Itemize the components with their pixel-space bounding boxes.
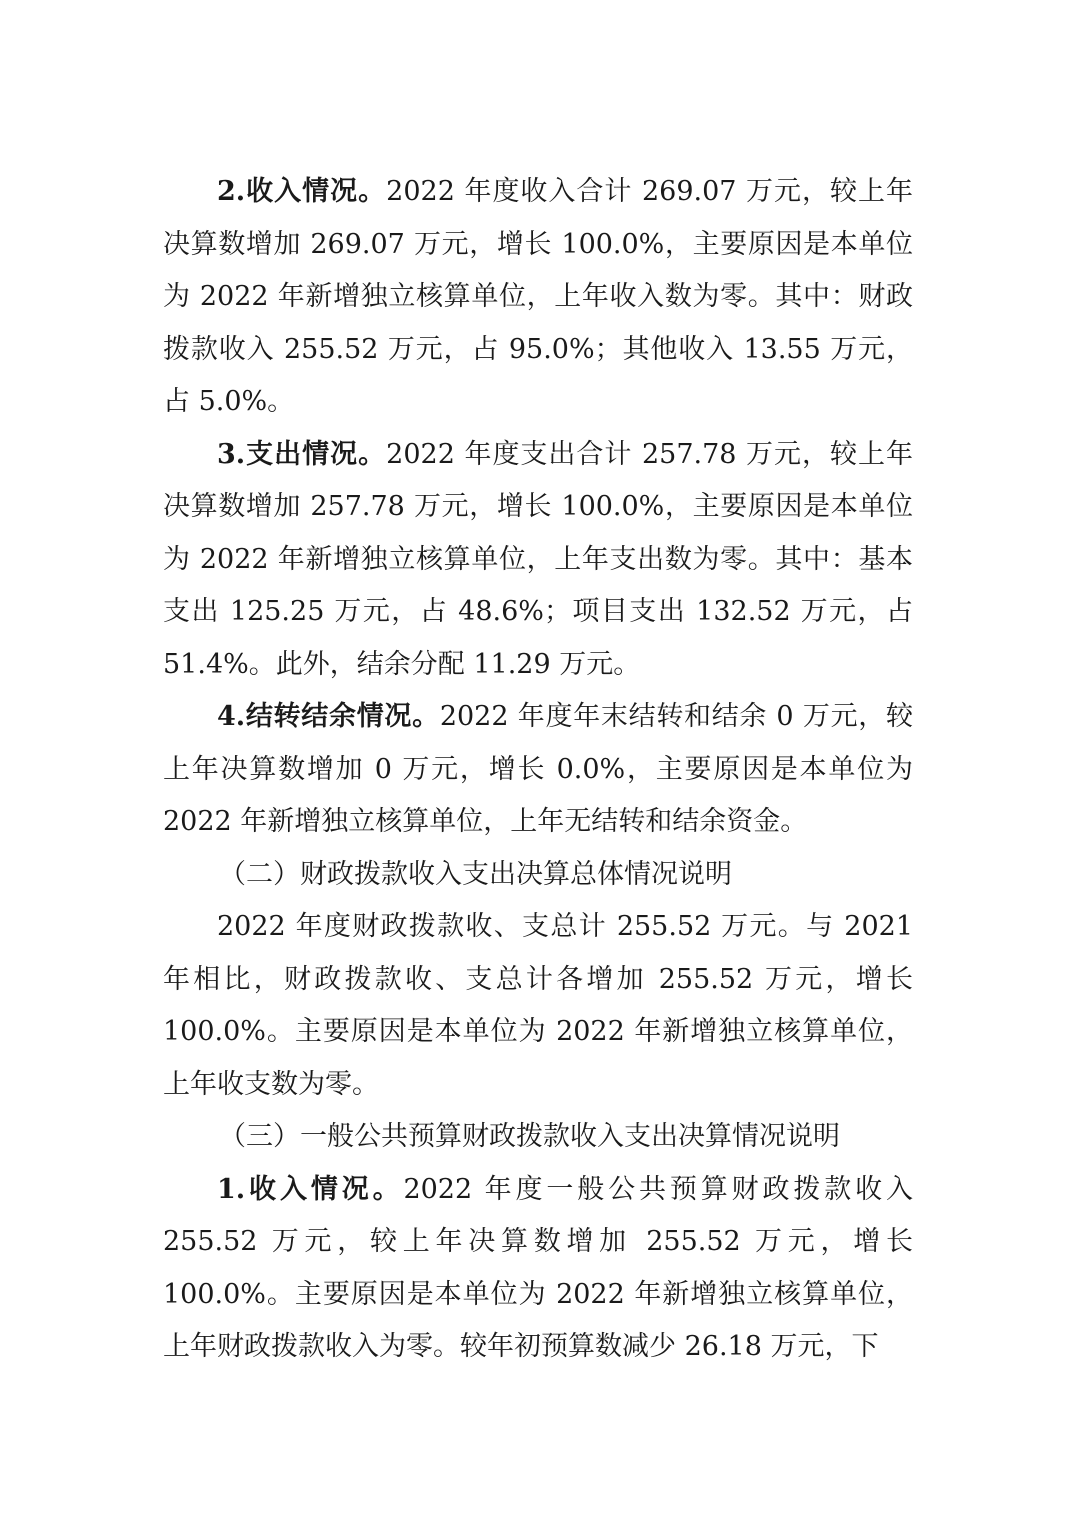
income-paragraph xyxy=(163,166,913,429)
section-three-heading: （三）一般公共预算财政拨款收入支出决算情况说明 xyxy=(219,1121,840,1152)
income-body: 2022 年度收入合计 269.07 万元，较上年决算数增加 269.07 万元，增长 100.0%，主要原因是本单位为 2022 年新增独立核算单位，上年收入数为零。其中：财政拨款收入 255.52 万元，占 95.0%；其他收入 13.55 万元，占 5.0%。 xyxy=(163,176,914,417)
section-two-heading: （二）财政拨款收入支出决算总体情况说明 xyxy=(219,858,732,890)
expense-lead: 3.支出情况。 xyxy=(217,438,387,470)
expense-paragraph xyxy=(163,429,913,692)
carryover-lead: 4.结转结余情况。 xyxy=(217,701,440,732)
income-lead: 2.收入情况。 xyxy=(217,176,387,207)
general-income-lead: 1.收入情况。 xyxy=(217,1173,404,1205)
expense-body: 2022 年度支出合计 257.78 万元，较上年决算数增加 257.78 万元，增长 100.0%，主要原因是本单位为 2022 年新增独立核算单位，上年支出数为零。其中：基本支出 125.25 万元，占 48.6%；项目支出 132.52 万元，占 51.4%。此外，结余分配 11.29 万元。 xyxy=(163,438,914,680)
general-income-paragraph xyxy=(163,1164,913,1374)
carryover-paragraph xyxy=(163,691,913,849)
carryover-body: 2022 年度年末结转和结余 0 万元，较上年决算数增加 0 万元，增长 0.0%，主要原因是本单位为 2022 年新增独立核算单位，上年无结转和结余资金。 xyxy=(163,701,913,837)
section-two-paragraph: 2022 年度财政拨款收、支总计 255.52 万元。与 2021 年相比，财政拨款收、支总计各增加 255.52 万元，增长 100.0%。主要原因是本单位为 2022 年新增独立核算单位，上年收支数为零。 xyxy=(163,911,913,1100)
general-income-body: 2022 年度一般公共预算财政拨款收入 255.52 万元，较上年决算数增加 255.52 万元，增长 100.0%。主要原因是本单位为 2022 年新增独立核算单位，上年财政拨款收入为零。较年初预算数减少 26.18 万元，下 xyxy=(163,1173,914,1362)
document-body xyxy=(163,166,913,1374)
